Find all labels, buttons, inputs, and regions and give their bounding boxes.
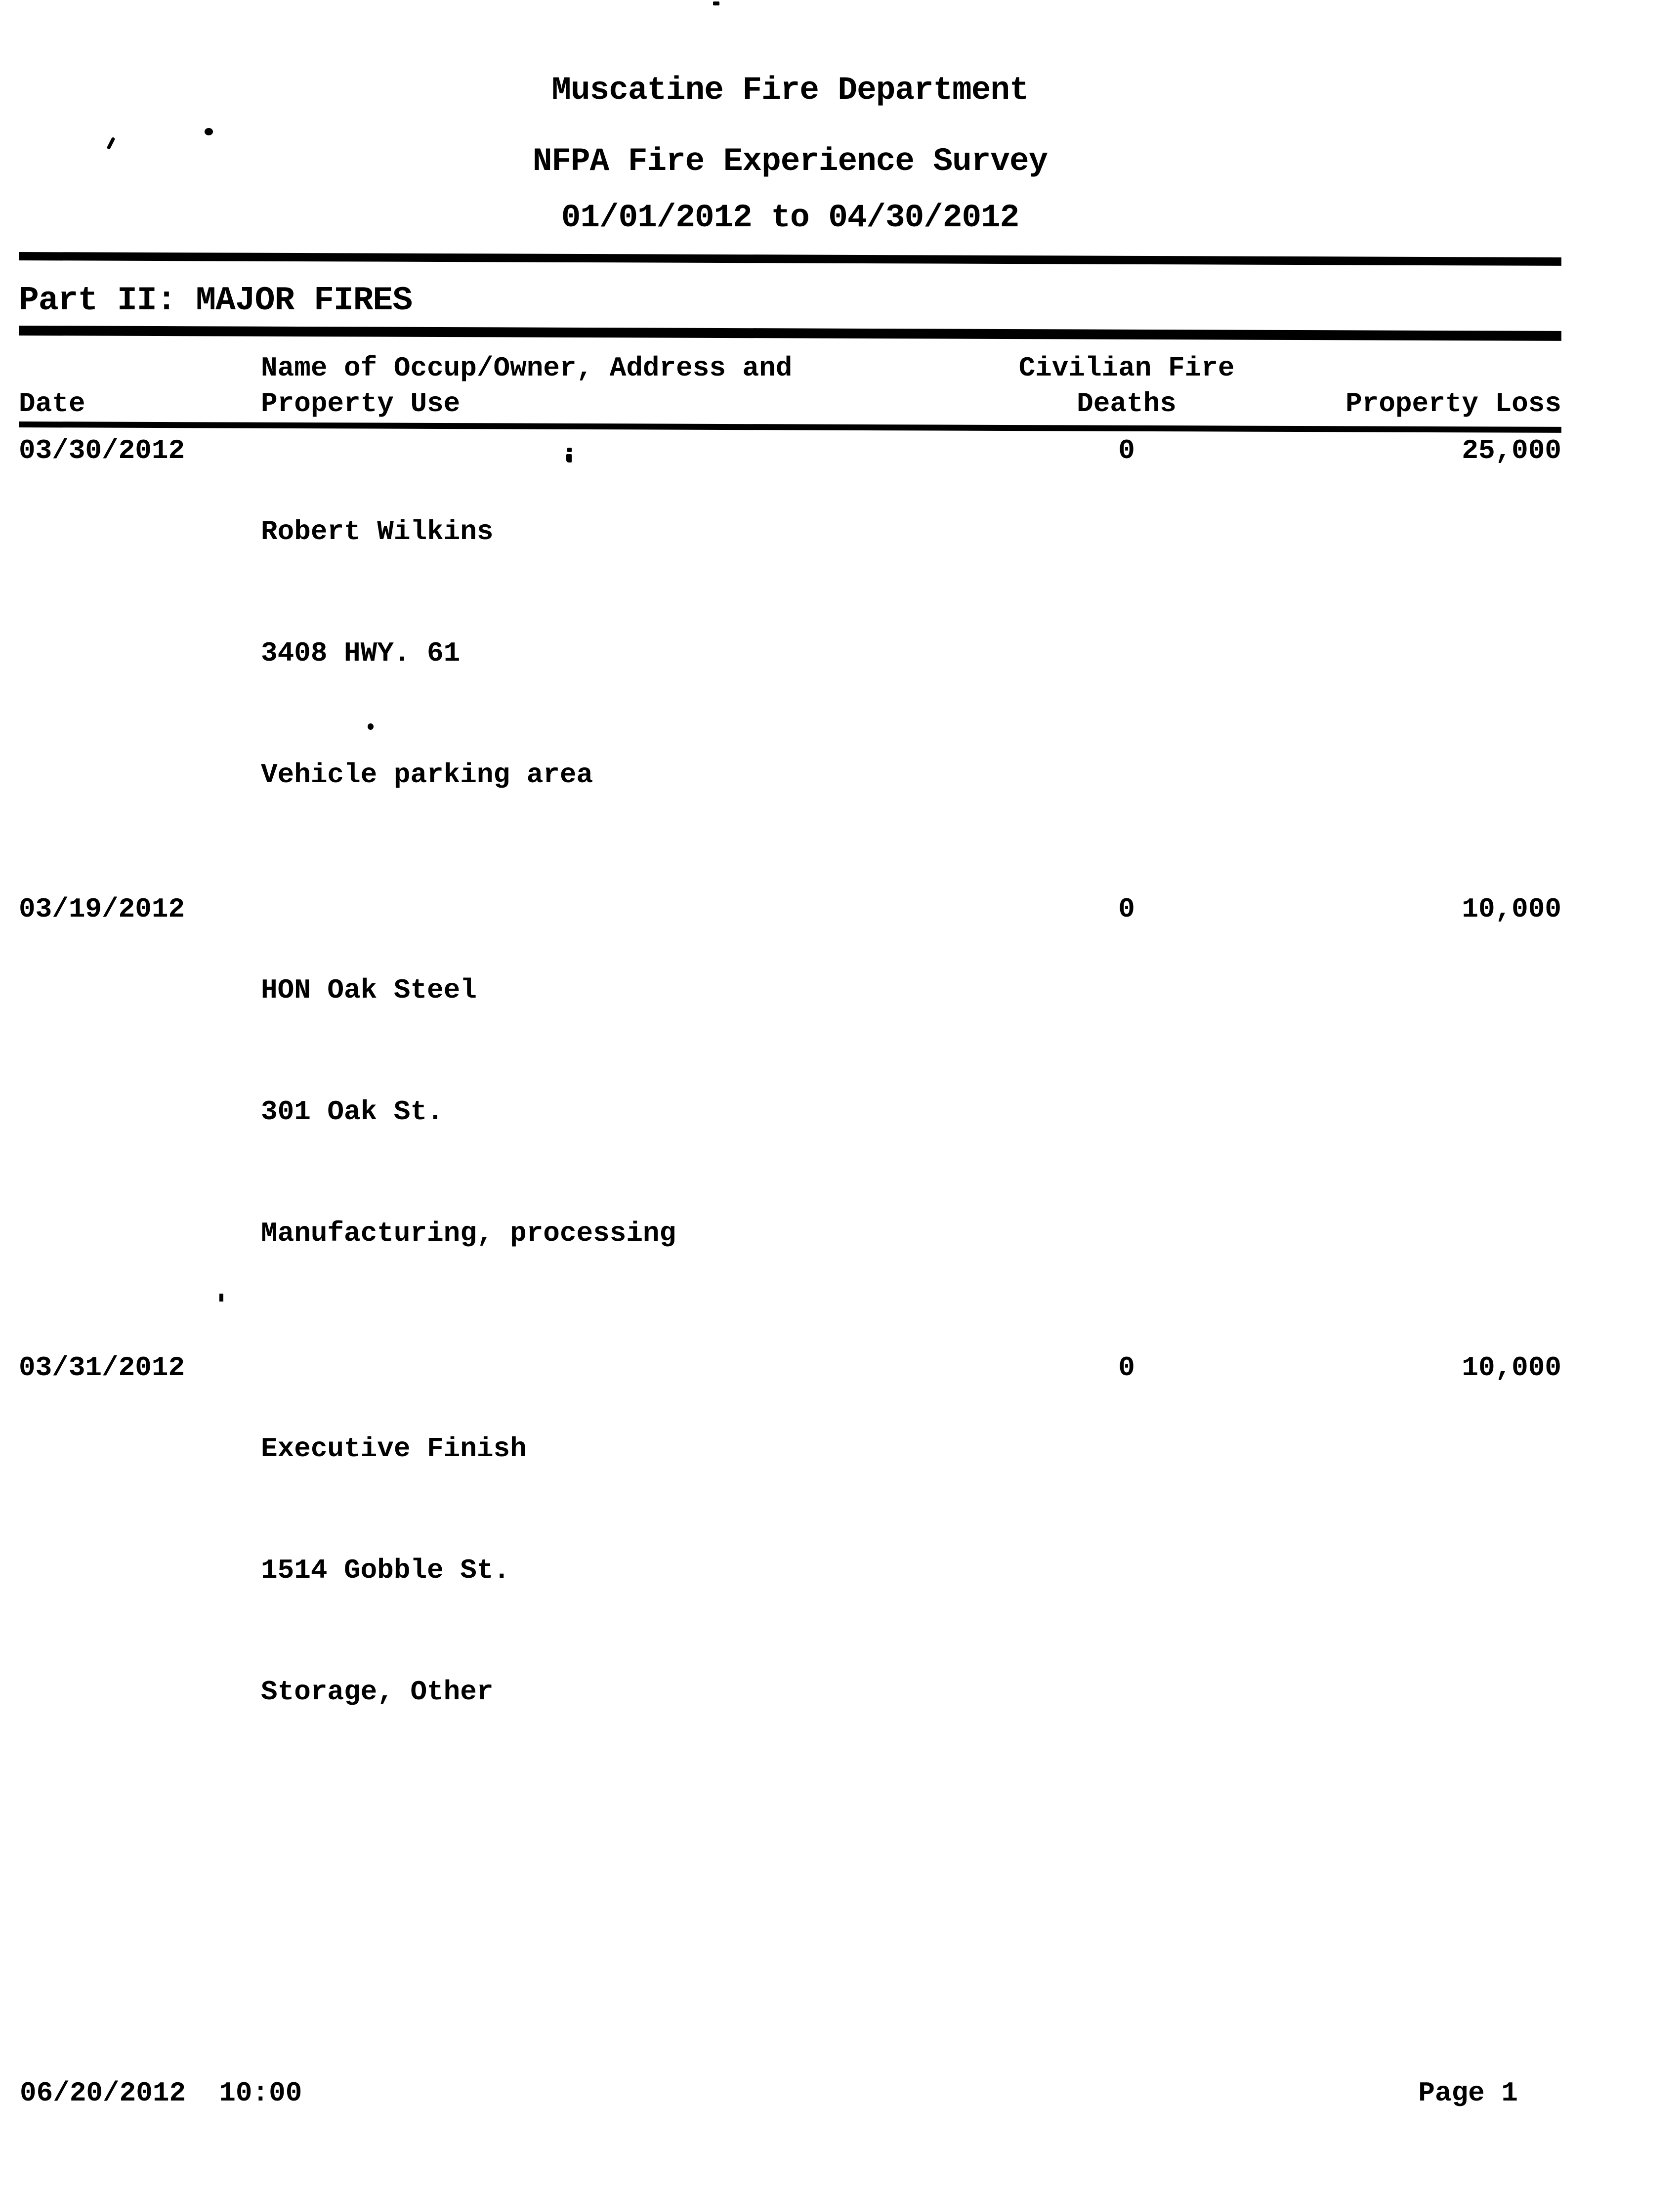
row-occupant-name: HON Oak Steel [261,974,477,1006]
table-body [19,430,1561,1793]
row-property-use: Vehicle parking area [261,759,593,791]
row-property-loss: 10,000 [1462,1352,1561,1384]
department-title: Muscatine Fire Department [551,72,1029,109]
row-name-block [261,1347,983,1793]
row-address: 3408 HWY. 61 [261,637,461,669]
table-row [19,889,1561,1335]
page-number: Page 1 [1418,2077,1518,2109]
row-property-loss: 10,000 [1462,893,1561,925]
header-name-line1: Name of Occup/Owner, Address and [261,352,793,384]
row-date: 03/31/2012 [19,1352,185,1384]
row-civilian-deaths: 0 [1118,1352,1135,1384]
header-property-loss: Property Loss [1345,388,1561,420]
row-occupant-name: Executive Finish [261,1433,527,1465]
top-horizontal-rule [19,252,1561,266]
row-name-block [261,889,983,1335]
row-name-block [261,430,983,876]
header-deaths-line1: Civilian Fire [1018,352,1235,384]
report-content [19,0,1561,1806]
survey-title: NFPA Fire Experience Survey [532,143,1048,180]
row-date: 03/19/2012 [19,893,185,925]
row-date: 03/30/2012 [19,435,185,466]
row-civilian-deaths: 0 [1118,435,1135,466]
header-deaths-line2: Deaths [1077,388,1176,420]
report-header [19,74,1561,234]
report-date-range: 01/01/2012 to 04/30/2012 [561,199,1019,236]
row-address: 1514 Gobble St. [261,1555,510,1586]
table-header [19,350,1561,421]
section-title: Part II: MAJOR FIRES [19,282,413,320]
header-date: Date [19,388,85,420]
row-occupant-name: Robert Wilkins [261,516,494,547]
header-name-line2: Property Use [261,388,461,420]
row-property-use: Storage, Other [261,1676,494,1708]
row-property-use: Manufacturing, processing [261,1218,676,1249]
row-property-loss: 25,000 [1462,435,1561,466]
table-row [19,1347,1561,1793]
section-horizontal-rule [19,326,1561,341]
row-address: 301 Oak St. [261,1096,444,1128]
table-row [19,430,1561,876]
printed-datetime: 06/20/2012 10:00 [20,2077,302,2109]
row-civilian-deaths: 0 [1118,893,1135,925]
